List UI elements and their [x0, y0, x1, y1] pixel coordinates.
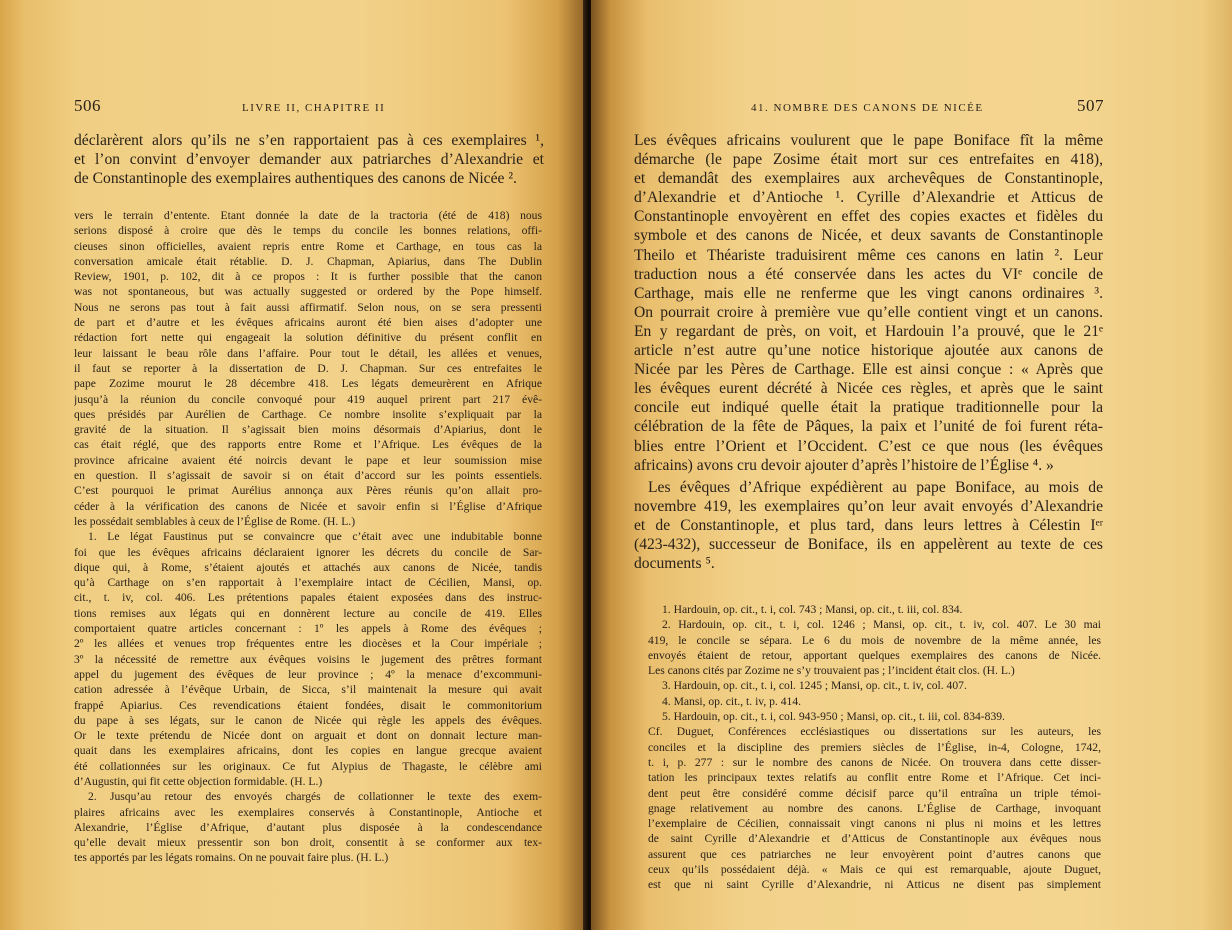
text-line: Alexandrie, l’Église d’Afrique, d’autant plus disposée à la condescendance [74, 820, 542, 834]
text-line: 2. Hardouin, op. cit., t. i, col. 1246 ; Mansi, op. cit., t. iv, col. 407. Le 30 mai [662, 618, 1101, 632]
text-line: foi que les évêques africains déclaraient ignorer les décrets du concile de Sar- [74, 545, 542, 559]
right-footnotes [648, 602, 1101, 893]
text-line: les évêques eurent décrété à Nicée ces règles, et après que le saint [634, 380, 1103, 398]
text-line: Review, 1901, p. 102, dit à ce propos : It is further possible that the canon [74, 270, 542, 284]
text-line: province africaine avaient été noircis devant le pape et leur soumission mise [74, 453, 542, 467]
text-line: En y regardant de près, on voit, et Hardouin l’a prouvé, que le 21ᵉ [634, 322, 1103, 340]
right-main-text [634, 131, 1103, 573]
text-line: tes apportés par les légats romains. On ne pouvait faire plus. (H. L.) [74, 851, 389, 865]
text-line: C’est pourquoi le primat Aurélius annonça aux Pères réunis qu’on allait pro- [74, 484, 542, 498]
text-line: tions remises aux légats qui en donnèrent lecture au concile de 419. Elles [74, 606, 542, 620]
text-line: 3. Hardouin, op. cit., t. i, col. 1245 ; Mansi, op. cit., t. iv, col. 407. [662, 679, 967, 693]
text-line: frappé Apiarius. Ces revendications étaient fondées, disait le commonitorium [74, 698, 542, 712]
text-line: vers le terrain d’entente. Etant donnée la date de la tractoria (été de 418) nous [74, 209, 542, 222]
text-line: t. i, p. 277 : sur le nombre des canons de Nicée. On trouvera dans cette disser- [648, 755, 1101, 769]
text-line: l’exemplaire de Cécilien, connaissait vingt canons ni plus ni moins et les lettres [648, 817, 1101, 831]
text-line: symbole et des canons de Nicée, et deux savants de Constantinople [634, 227, 1103, 245]
text-line: ques présidés par Aurélien de Carthage. Ce nombre insolite s’expliquait par la [74, 407, 542, 421]
text-line: conversation amicale était rétablie. D. J. Chapman, Apiarius, dans The Dublin [74, 254, 542, 268]
text-line: conciles et la discipline des premiers siècles de l’Église, in-4, Cologne, 1742, [648, 740, 1101, 754]
text-line: rédaction fort nette qui engageait la solution définitive du présent conflit en [74, 331, 542, 345]
text-line: On pourrait croire à première vue qu’elle contient vingt et un canons. [634, 303, 1103, 321]
text-line: gravité de la situation. Il s’agissait bien moins désormais d’Apiarius, dont le [74, 423, 542, 437]
text-line: Constantinople envoyèrent en effet des copies exactes et fidèles du [634, 208, 1103, 226]
text-line: pape Zozime mourut le 28 décembre 418. Les légats demeurèrent en Afrique [74, 377, 542, 391]
text-line: Les évêques d’Afrique expédièrent au pape Boniface, au mois de [648, 478, 1103, 496]
text-line: article n’est autre qu’une notice historique ajoutée aux canons de [634, 342, 1103, 360]
text-line: et demandât des exemplaires aux archevêques de Constantinople, [634, 170, 1103, 188]
text-line: was not spontaneous, but was actually suggested or ordered by the Pope himself. [74, 285, 542, 299]
text-line: et de Constantinople, et plus tard, dans leurs lettres à Célestin Iᵉʳ [634, 516, 1103, 534]
right-running-head: 41. NOMBRE DES CANONS DE NICÉE [751, 102, 984, 114]
text-line: quait dans les exemplaires africains, dont les copies en langue grecque avaient [74, 744, 542, 758]
text-line: 2º les allées et venues trop fréquentes entre les diocèses et la Cour impériale ; [74, 637, 542, 651]
text-line: d’Alexandrie et d’Antioche ¹. Cyrille d’Alexandrie et Atticus de [634, 189, 1103, 207]
text-line: démarche (le pape Zosime était mort sur ces entrefaites en 418), [634, 151, 1103, 169]
text-line: qu’elle devait mieux pressentir son bon droit, consentit à se conformer aux tex- [74, 836, 542, 850]
text-line: jusqu’à la réunion du concile convoqué pour 419 auquel prirent part 217 évê- [74, 392, 542, 406]
text-line: novembre 419, les exemplaires qu’on leur avait envoyés d’Alexandrie [634, 497, 1103, 515]
text-line: traduction nous a été conservée dans les actes du VIᵉ concile de [634, 265, 1103, 283]
text-line: comportaient quatre articles concernant : 1º les appels à Rome des évêques ; [74, 622, 542, 636]
text-line: cas était réglé, que des rapports entre Rome et l’Afrique. Les évêques de la [74, 438, 542, 452]
text-line: célébration de la fête de Pâques, la paix et l’unité de foi furent réta- [634, 418, 1103, 436]
text-line: les possédait semblables à ceux de l’Église de Rome. (H. L.) [74, 514, 356, 528]
text-line: en question. Il s’agissait de savoir si on était d’accord sur les points essentiels. [74, 469, 542, 483]
left-page-number: 506 [74, 96, 101, 115]
left-page [0, 0, 587, 930]
text-line: il faut se reporter à la dissertation de D. J. Chapman. Sur ces entrefaites le [74, 361, 542, 375]
text-line: cit., t. iv, col. 406. Les prétentions papales étaient exposées dans des instruc- [74, 591, 542, 605]
text-line: Cf. Duguet, Conférences ecclésiastiques ou dissertations sur les auteurs, les [648, 725, 1101, 739]
text-line: gnage relativement au nombre des canons. L’Église de Carthage, invoquant [648, 801, 1101, 815]
text-line: ceux qu’ils possédaient déjà. « Mais ce qui est remarquable, ajoute Duguet, [648, 863, 1101, 877]
text-line: déclarèrent alors qu’ils ne s’en rapportaient pas à ces exemplaires ¹, [74, 132, 544, 149]
text-line: appel du jugement des évêques de leur province ; 4º la menace d’excommuni- [74, 667, 542, 681]
text-line: 5. Hardouin, op. cit., t. i, col. 943-950 ; Mansi, op. cit., t. iii, col. 834-839. [662, 710, 1005, 724]
text-line: cation adressée à l’évêque Urbain, de Sicca, s’il maintenait la mesure qui avait [74, 683, 542, 697]
text-line: Or le texte prétendu de Nicée dont on arguait et dont on donnait lecture man- [74, 729, 542, 743]
text-line: assurent que ces patriarches ne leur envoyèrent point d’autres canons que [648, 847, 1101, 861]
text-line: céder à la vérification des canons de Nicée et savoir enfin si l’Église d’Afrique [74, 499, 542, 513]
text-line: documents ⁵. [634, 555, 715, 573]
right-page-number: 507 [1077, 96, 1104, 115]
text-line: 419, le concile se sépara. Le 6 du mois de novembre de la même année, les [648, 633, 1101, 647]
text-line: Nicée par les Pères de Carthage. Elle est ainsi conçue : « Après que [634, 361, 1103, 379]
text-line: qu’à Carthage on s’en rapportait à l’exemplaire intact de Cécilien, Mansi, op. [74, 576, 542, 590]
text-line: Theilo et Théariste traduisirent même ces canons en latin ². Leur [634, 246, 1103, 264]
text-line: de saint Cyrille d’Alexandrie et d’Atticus de Constantinople aux évêques nous [648, 832, 1101, 846]
right-page [591, 0, 1232, 930]
text-line: d’Augustin, qui fit cette objection formidable. (H. L.) [74, 774, 323, 788]
text-line: Nous ne serons pas tout à fait aussi affirmatif. Selon nous, on se sera pressenti [74, 300, 542, 314]
text-line: Les évêques africains voulurent que le pape Boniface fît la même [634, 132, 1103, 149]
text-line: été collationnées sur les originaux. Ce fut Alypius de Thagaste, le célèbre ami [74, 759, 542, 773]
text-line: concile eut indiqué quelle était la pratique traditionnelle pour la [634, 399, 1103, 417]
text-line: (423-432), successeur de Boniface, ils en appelèrent au texte de ces [634, 535, 1103, 553]
text-line: du pape à ses légats, sur le canon de Nicée qui règle les appels des évêques. [74, 713, 542, 727]
text-line: envoyés étaient de retour, apportant quelques exemplaires des canons de Nicée. [648, 648, 1101, 662]
left-main-text [74, 131, 544, 188]
text-line: est que ni saint Cyrille d’Alexandrie, ni Atticus ne disent pas simplement [648, 878, 1101, 892]
text-line: dent peut être considéré comme décisif parce qu’il entraîna un triple témoi- [648, 786, 1101, 800]
text-line: 1. Le légat Faustinus put se convaincre que c’était avec une indubitable bonne [88, 530, 542, 544]
left-running-head: LIVRE II, CHAPITRE II [242, 102, 386, 114]
text-line: serions disposé à croire que dès le temps du concile les bonnes relations, offi- [74, 224, 542, 238]
text-line: et l’on convint d’envoyer demander aux patriarches d’Alexandrie et [74, 151, 544, 169]
text-line: leur laissant le beau rôle dans l’affaire. Pour tout le détail, les allées et venues, [74, 346, 542, 360]
text-line: plaires africains avec les exemplaires conservés à Constantinople, Antioche et [74, 805, 542, 819]
text-line: cieuses sinon officielles, avaient repris entre Rome et Carthage, en tous cas la [74, 239, 542, 253]
text-line: 4. Mansi, op. cit., t. iv, p. 414. [662, 694, 802, 708]
text-line: Les canons cités par Zozime ne s’y trouvaient pas ; l’incident était clos. (H. L.) [648, 664, 1015, 678]
left-footnotes [74, 208, 542, 866]
text-line: de part et d’autre et les évêques africains auront été bien aises d’adopter une [74, 316, 542, 330]
text-line: tation les principaux textes relatifs au conflit entre Rome et l’Afrique. Cet inci- [648, 771, 1101, 785]
text-line: 2. Jusqu’au retour des envoyés chargés de collationner le texte des exem- [88, 790, 542, 804]
text-line: 3º la nécessité de remettre aux évêques voisins le jugement des prêtres formant [74, 652, 542, 666]
text-line: dique qui, à Rome, s’étaient ajoutés et attachés aux canons de Nicée, tandis [74, 560, 542, 574]
text-line: de Constantinople des exemplaires authentiques des canons de Nicée ². [74, 170, 517, 188]
text-line: africains) avons cru devoir ajouter d’après l’histoire de l’Église ⁴. » [634, 456, 1054, 474]
text-line: 1. Hardouin, op. cit., t. i, col. 743 ; Mansi, op. cit., t. iii, col. 834. [662, 603, 963, 616]
text-line: blies entre l’Orient et l’Occident. C’est ce que nous (les évêques [634, 437, 1103, 455]
text-line: Carthage, mais elle ne renferme que les vingt canons ordinaires ³. [634, 284, 1103, 302]
